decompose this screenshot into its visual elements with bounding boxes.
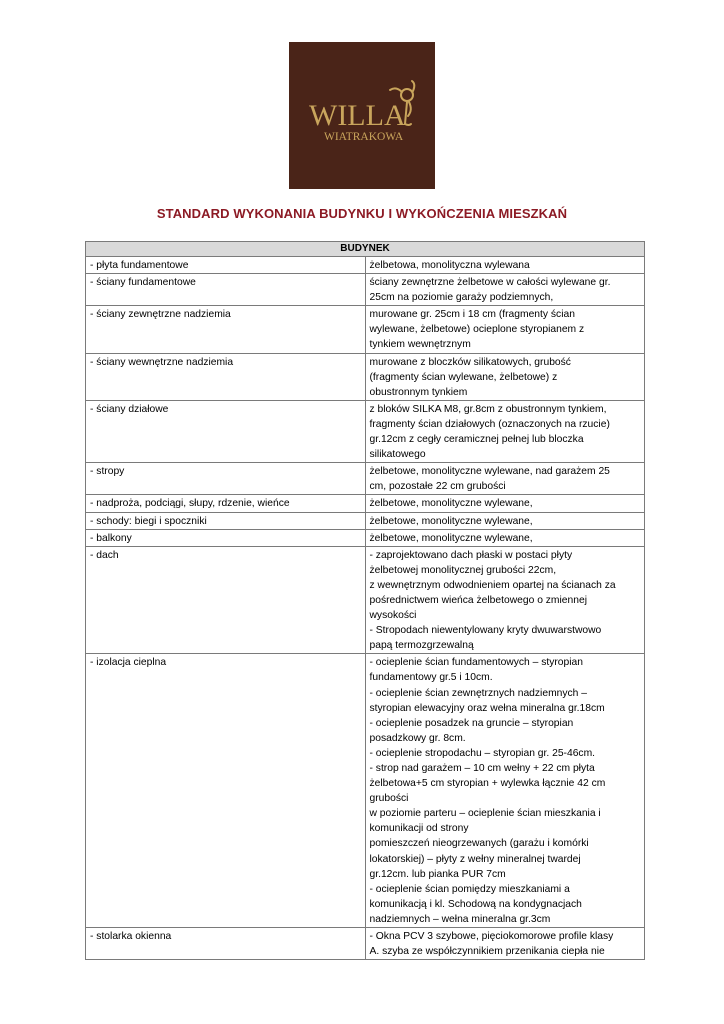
table-row [86,654,645,928]
windmill-tree-icon [289,42,435,189]
row-value: z bloków SILKA M8, gr.8cm z obustronnym tynkiem, fragmenty ścian działowych (oznaczonych na rzucie) gr.12cm z cegły ceramicznej pełnej lub bloczka silikatowego [365,400,645,462]
row-label: - ściany zewnętrzne nadziemia [86,306,366,353]
row-value: żelbetowe, monolityczne wylewane, [365,495,645,512]
row-value: - Okna PCV 3 szybowe, pięciokomorowe profile klasy A. szyba ze współczynnikiem przenikania ciepła nie [365,928,645,960]
row-label: - dach [86,546,366,654]
table-row [86,400,645,462]
row-value: - zaprojektowano dach płaski w postaci płyty żelbetowej monolitycznej grubości 22cm, z wewnętrznym odwodnieniem opartej na ścianach za pośrednictwem wieńca żelbetowego o zmiennej wysokości - Stropodach niewentylowany kryty dwuwarstwowo papą termozgrzewalną [365,546,645,654]
row-label: - ściany fundamentowe [86,274,366,306]
table-row [86,495,645,512]
table-row [86,274,645,306]
row-value: żelbetowe, monolityczne wylewane, nad garażem 25 cm, pozostałe 22 cm grubości [365,463,645,495]
table-row [86,512,645,529]
logo-main-text: WILLA [309,99,406,132]
row-label: - izolacja cieplna [86,654,366,928]
row-label: - stropy [86,463,366,495]
row-label: - płyta fundamentowe [86,257,366,274]
row-value: żelbetowe, monolityczne wylewane, [365,529,645,546]
row-label: - ściany wewnętrzne nadziemia [86,353,366,400]
row-value: żelbetowa, monolityczna wylewana [365,257,645,274]
table-row [86,353,645,400]
row-label: - balkony [86,529,366,546]
table-row [86,306,645,353]
table-row [86,257,645,274]
table-section-row [86,242,645,257]
spec-table [85,241,645,960]
table-row [86,546,645,654]
logo [289,42,435,189]
row-value: murowane gr. 25cm i 18 cm (fragmenty ścian wylewane, żelbetowe) ocieplone styropianem z tynkiem wewnętrznym [365,306,645,353]
table-row [86,928,645,960]
row-label: - stolarka okienna [86,928,366,960]
table-row [86,463,645,495]
document-title: STANDARD WYKONANIA BUDYNKU I WYKOŃCZENIA MIESZKAŃ [156,206,568,221]
row-value: murowane z bloczków silikatowych, grubość (fragmenty ścian wylewane, żelbetowe) z obustronnym tynkiem [365,353,645,400]
row-value: żelbetowe, monolityczne wylewane, [365,512,645,529]
row-label: - nadproża, podciągi, słupy, rdzenie, wieńce [86,495,366,512]
logo-sub-text: WIATRAKOWA [324,131,404,143]
section-header: BUDYNEK [86,242,645,257]
row-value: - ocieplenie ścian fundamentowych – styropian fundamentowy gr.5 i 10cm. - ocieplenie ścian zewnętrznych nadziemnych – styropian elewacyjny oraz wełna mineralna gr.18cm - ocieplenie posadzek na gruncie – styropian posadzkowy gr. 8cm. - ocieplenie stropodachu – styropian gr. 25-46cm. - strop nad garażem – 10 cm wełny + 22 cm płyta żelbetowa+5 cm styropian + wylewka łącznie 42 cm grubości w poziomie parteru – ocieplenie ścian mieszkania i komunikacji od strony pomieszczeń nieogrzewanych (garażu i komórki lokatorskiej) – płyty z wełny mineralnej twardej gr.12cm. lub pianka PUR 7cm - ocieplenie ścian pomiędzy mieszkaniami a komunikacją i kl. Schodową na kondygnacjach nadziemnych – wełna mineralna gr.3cm [365,654,645,928]
row-label: - ściany działowe [86,400,366,462]
row-label: - schody: biegi i spoczniki [86,512,366,529]
row-value: ściany zewnętrzne żelbetowe w całości wylewane gr. 25cm na poziomie garaży podziemnych, [365,274,645,306]
table-row [86,529,645,546]
